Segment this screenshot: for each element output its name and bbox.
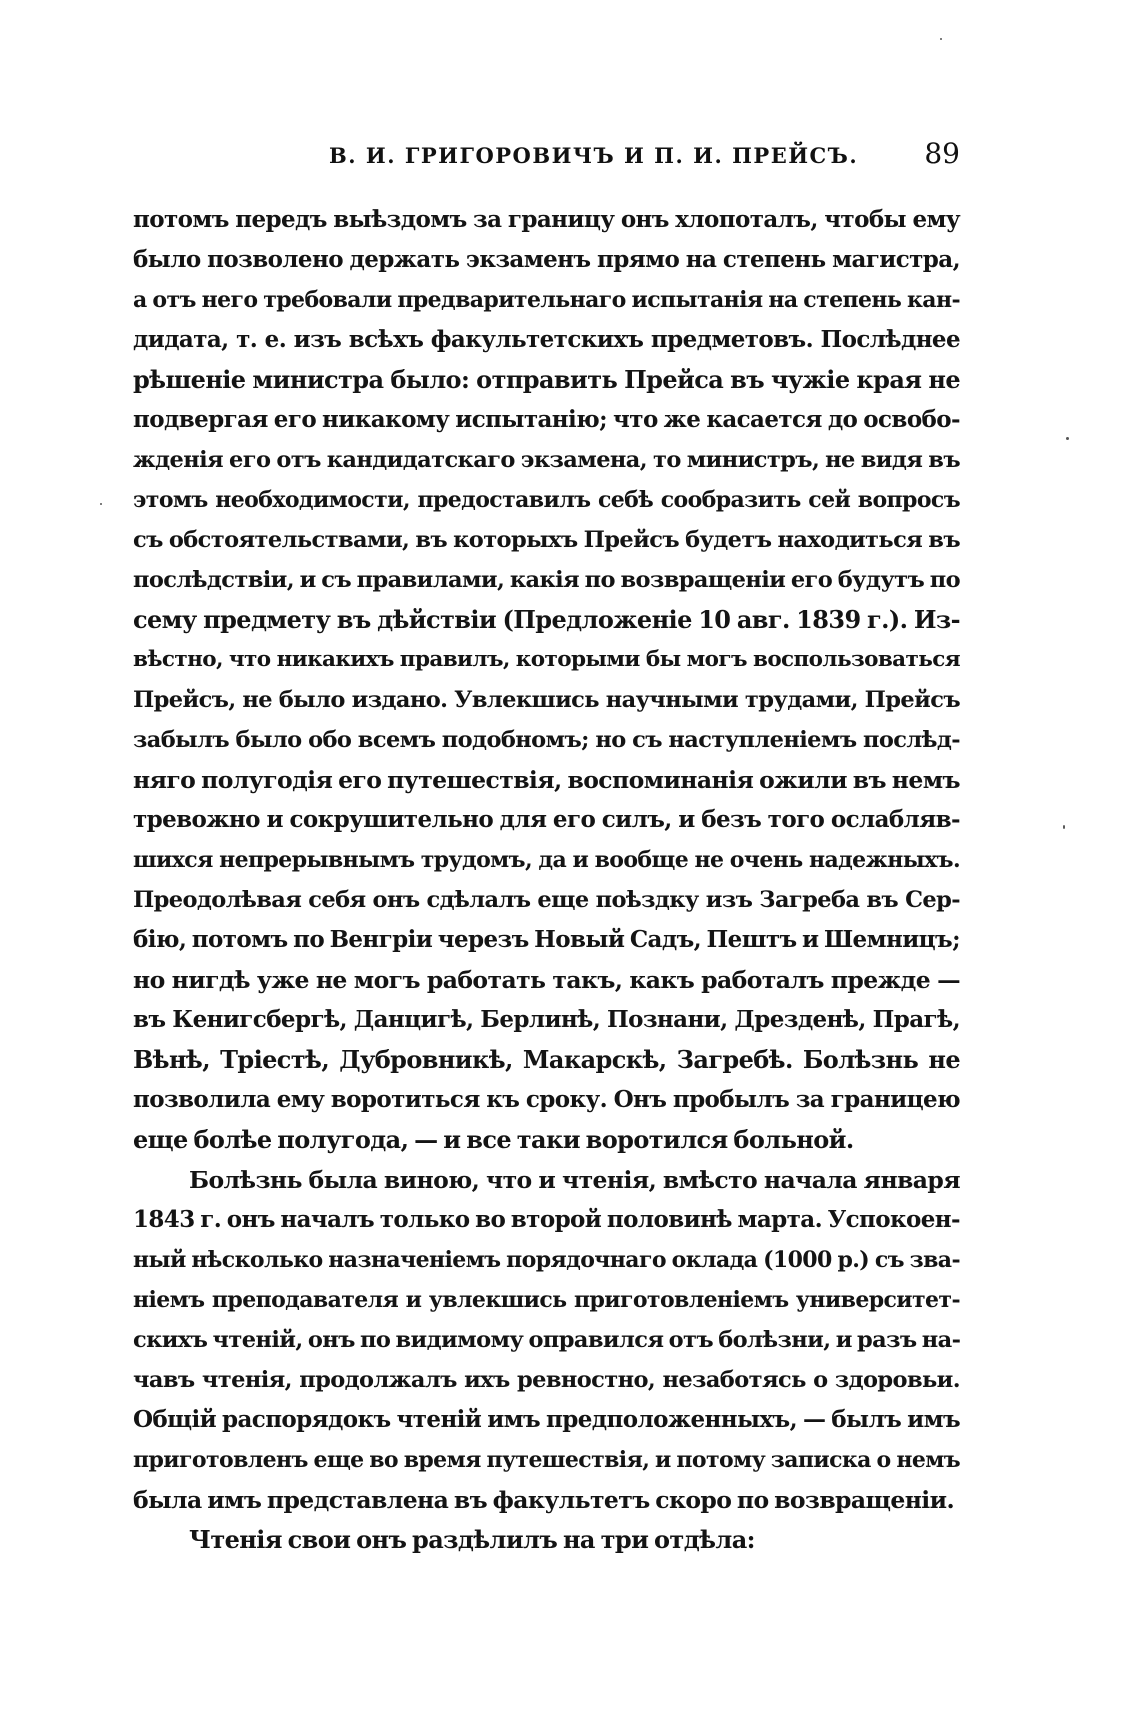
text-line: Общій распорядокъ чтеній имъ предположенныхъ, — былъ имъ (133, 1406, 960, 1433)
text-line: этомъ необходимости, предоставилъ себѣ сообразить сей вопросъ (133, 487, 960, 513)
paragraph-2 (133, 1160, 960, 1520)
scan-speck (1066, 437, 1069, 440)
body-text (133, 200, 960, 1560)
text-line: позволила ему воротиться къ сроку. Онъ пробылъ за границею (133, 1086, 960, 1113)
text-line: няго полугодія его путешествія, воспоминанія ожили въ немъ (133, 766, 960, 794)
page-number: 89 (924, 137, 960, 170)
text-line: ніемъ преподавателя и увлекшись приготовленіемъ университет- (133, 1287, 960, 1313)
text-line: Преодолѣвая себя онъ сдѣлалъ еще поѣздку изъ Загреба въ Сер- (133, 887, 960, 913)
text-line: приготовленъ еще во время путешествія, и потому записка о немъ (133, 1447, 960, 1473)
text-line: Болѣзнь была виною, что и чтенія, вмѣсто начала января (189, 1166, 960, 1194)
text-line: потомъ передъ выѣздомъ за границу онъ хлопоталъ, чтобы ему (133, 206, 960, 233)
text-line: съ обстоятельствами, въ которыхъ Прейсъ будетъ находиться въ (133, 527, 960, 553)
running-head: В. И. ГРИГОРОВИЧЪ И П. И. ПРЕЙСЪ. (329, 143, 859, 168)
text-line: ный нѣсколько назначеніемъ порядочнаго оклада (1000 р.) съ зва- (133, 1247, 960, 1273)
text-line: забылъ было обо всемъ подобномъ; но съ наступленіемъ послѣд- (133, 727, 960, 753)
paragraph-1 (133, 200, 960, 1160)
text-line: было позволено держать экзаменъ прямо на степень магистра, (133, 246, 960, 273)
scan-speck (940, 38, 942, 40)
text-line: въ Кенигсбергѣ, Данцигѣ, Берлинѣ, Познани, Дрезденѣ, Прагѣ, (133, 1006, 960, 1033)
scan-speck (100, 503, 102, 505)
text-line: тревожно и сокрушительно для его силъ, и безъ того ослабляв- (133, 806, 960, 833)
text-line: была имъ представлена въ факультетъ скоро по возвращеніи. (133, 1486, 955, 1514)
text-line: 1843 г. онъ началъ только во второй половинѣ марта. Успокоен- (133, 1206, 960, 1233)
page-header (133, 137, 960, 179)
text-line: а отъ него требовали предварительнаго испытанія на степень кан- (133, 287, 960, 313)
text-line: рѣшеніе министра было: отправить Прейса въ чужіе края не (133, 365, 960, 394)
paragraph-3 (133, 1520, 960, 1560)
text-line: еще болѣе полугода, — и все таки воротился больной. (133, 1125, 854, 1154)
text-line: сему предмету въ дѣйствіи (Предложеніе 10 авг. 1839 г.). Из- (133, 605, 960, 634)
text-line: скихъ чтеній, онъ по видимому оправился отъ болѣзни, и разъ на- (133, 1327, 961, 1353)
text-line: бію, потомъ по Венгріи черезъ Новый Садъ, Пештъ и Шемницъ; (133, 926, 960, 953)
text-line: шихся непрерывнымъ трудомъ, да и вообще не очень надежныхъ. (133, 847, 960, 873)
scan-speck (1063, 825, 1065, 829)
text-line: Вѣнѣ, Тріестѣ, Дубровникѣ, Макарскѣ, Загребѣ. Болѣзнь не (133, 1045, 960, 1074)
text-line: Чтенія свои онъ раздѣлилъ на три отдѣла: (189, 1525, 755, 1554)
text-line: дидата, т. е. изъ всѣхъ факультетскихъ предметовъ. Послѣднее (133, 326, 960, 353)
text-line: вѣстно, что никакихъ правилъ, которыми бы могъ воспользоваться (133, 647, 960, 672)
text-line: но нигдѣ уже не могъ работать такъ, какъ работалъ прежде — (133, 966, 960, 994)
text-line: жденія его отъ кандидатскаго экзамена, то министръ, не видя въ (133, 447, 960, 473)
text-line: подвергая его никакому испытанію; что же касается до освобо- (133, 406, 960, 433)
text-line: чавъ чтенія, продолжалъ ихъ ревностно, незаботясь о здоровьи. (133, 1367, 960, 1393)
text-line: послѣдствіи, и съ правилами, какія по возвращеніи его будутъ по (133, 567, 960, 593)
text-line: Прейсъ, не было издано. Увлекшись научными трудами, Прейсъ (133, 687, 960, 713)
